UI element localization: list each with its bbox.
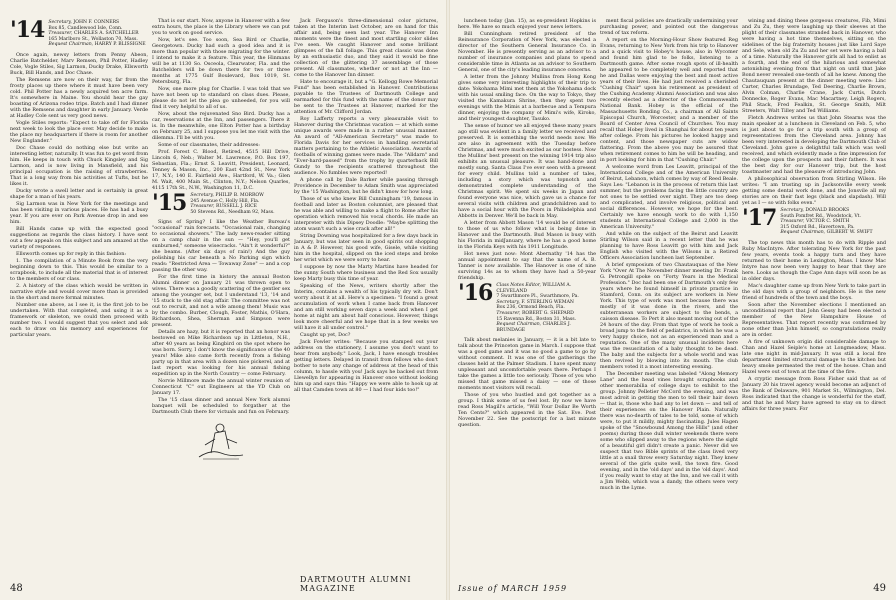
paragraph: Bill Cunningham retired president of the Reinsurance Corporation of New York, was elected a director of the Southern General Insurance Co. in November. He is presently serving as an advisor to a number of insurance companies and plans to spend considerable time in Atlanta as an advisor to Southern General, one of the city's leading insurance concerns. bbox=[458, 31, 596, 73]
paragraph: A cryptic message from Ross Fisher said that as of January 20 his travel agency would become an adjunct of the Bank of Delaware, 901 Market St., Wilmington, Del. Ross indicated that the change is wonderful for the staff, and that he and Mary have agreed to stay on to direct affairs for three years. For bbox=[742, 375, 886, 412]
paragraph: Ducky wrote a swell letter and is certainly in great shape for a man of his years. bbox=[10, 187, 148, 200]
bequest-chairman: HARRY P. BLISSIGNE bbox=[94, 42, 146, 48]
paragraph: Hate to encourage it, but a "G. Kellogg Rowe Memorial Fund" has been established in Hanover. Contributions payable to the Trustees of Dartmouth College and earmarked for this fund with the name of the donor may be sent to the Trustees at Hanover, marked for the attention of Mr. Clifford Jordan. bbox=[294, 79, 438, 115]
treasurer-address: 15 Ravenna Rd., Boston 31, Mass. bbox=[496, 316, 577, 322]
paragraph: A fire of unknown origin did considerable damage to Chan and Hazel Seiple's home at Longmeadow, Mass. late one night in mid-January. It was still a local fire department limited structural damage to the kitchen but heavy smoke permeated the rest of the house. Chan and Hazel were out of town at the time of the fire. bbox=[742, 338, 886, 375]
treasurer-name: ROBERT G. SHEPARD bbox=[521, 310, 574, 316]
paragraph: 1. The compilation of a Minute Book from the very beginning down to this. This would be similar to a scrapbook, to include all the material that is of interest to the members of our class. bbox=[10, 257, 148, 282]
paragraph: ment fiscal policies are drastically undermining your purchasing power, and pointed out the dangerous trend of tax reform. bbox=[600, 18, 738, 36]
right-column-3 bbox=[742, 18, 886, 578]
paragraph: Norvie Millmore made the annual winter reunion of Connecticut "C" out Engineers at the YD Club on January 17. bbox=[152, 378, 290, 397]
treasurer-address: 50 Stevens Rd., Needham 92, Mass. bbox=[190, 209, 275, 215]
cartoon-sketch-illustration bbox=[191, 419, 251, 465]
class-heading-16 bbox=[458, 280, 596, 333]
secretary-address: Box 85, Candlewood Isle, Conn. bbox=[48, 25, 123, 31]
paragraph: Doc Chase could do nothing else but write an interesting letter, naturally. It was fun to get word from him. He keeps in touch with Chuck Kingsley and Sig Larmon, and is now living in Mansfield, and his principal occupation is the raising of strawberries. That is a long way from his activities at Tufts, but he likes it. bbox=[10, 144, 148, 187]
paragraph: Bill Hands came up with the expected good suggestions as regards the class history. I have sent out a few appeals on this subject and am amazed at the variety of responses. bbox=[10, 225, 148, 250]
paragraph: Jack Ferguson's three-dimensional color pictures, taken at the Interim last October, are on hand for this affair and, being seen last year. The Hanover Inn moments were the finest and most startling color slides I've seen. We caught Hanover and some brilliant glimpses of the fall foliage. This great classic was done by an enthusiastic duo, and they said it would be fine collection of the glittering 37 assemblage of those present. All classmates, whether or not at the Inn — come to the Hanover Inn dinner. bbox=[294, 18, 438, 78]
paragraph: String Downing was hospitalized for a few days back in January, but was later seen in good spirits out shopping in A & P. However, his good wife, Gisele, while visiting him in the hospital, slipped on the iced steps and broke her wrist which we were sorry to hear. bbox=[294, 233, 438, 263]
secretary-name: JOHN F. CONNERS bbox=[73, 20, 120, 25]
paragraph: Prof. Forest C. Blood, Retired, 4515 Hill Drive, Lincoln 6, Neb.; Walter M. Lawrence, P.O. Box 197, Sebastian, Fla.; Ernst S. Leavitt, President, Leonard, Tenney & Mason, Inc., 200 East 42nd St., New York 17, N.Y.; 140 E. Fairfield Ave., Hartford, W. Va.; Glen M. Wait, 400 Main St., Clinton, N.Y.; Nelson Quarles, 4115 17th St., N.W., Washington 11, D.C. bbox=[152, 149, 290, 191]
paragraph: The '15 class dinner and annual New York alumni banquet will be scheduled to forgather at the Dartmouth Club there for victuals and fun on February. bbox=[152, 397, 290, 416]
paragraph: The December meeting was labeled "Along Memory Lane" and the head vines brought scrapbooks and other memorabilia of college days to exhibit to the group. Johnny Pelletier McCord the evening, and was most adroit in getting the men to tell their hair down — that is, those who had any to let down — and tell of their experiences on the Hanover Plain. Naturally there was no-dearth of tales to be told, some of which were, to put it mildly, mighty fascinating. Jules Hagen spoke of the "Snowbound Among the Hills" (and other poems) during those dull winter weekends there were some who slipped away to the regions where the sight of a beautiful girl didn't create a panic. Never did we suspect that two Bible sprints of the class lived very little at a snail throw every Saturday night. They knew several of the girls quite well, the town fire. Good evening, and in the 'old days' and in the 'old days'. And if you really want to stay at the Inn, and we call it with a Jim Webb, which was a dandy, the others were very much in the Lyme. bbox=[600, 371, 738, 491]
paragraph: The sense of humor we all enjoyed these many years ago still was evident in a family letter we received and preserved. It is something the world needs now. We are also in agreement with the Tuesday before Christmas, and were much excited as our hostess. Now the Mullins' best present on the winning 1914 trip also exhibits an unusual pleasure. It was hand-done and mostly sung. Santa Claus I've ever seen with a present for every child. Mullins told a number of tales, including a story which was topnotch and demonstrated complete understanding of the Christmas spirit. We spent six weeks in Japan and found everyone was nice, which gave us a chance for several visits with children and grandchildren and to have a social hour with the Poors in Philadelphia and Abbotts in Denver. We'll be back in May. bbox=[458, 123, 596, 219]
secretary-address: 245 Avenue C, Holly Hill, Fla. bbox=[190, 198, 260, 204]
secretary-name: WILLIAM A. CLEVELAND bbox=[496, 283, 572, 294]
paragraph: A brief symposium of two Chautauquas of the New York "Over At The November dinner meeting Dr. Frank G. Petrongill spoke on "Forty Years in the Medical Profession." Doc had been one of Dartmouth's only few years where he found himself in private practice in Stamford, Conn. on its subject are workers in New York. This type of work was most because there was mostly of it was done in the rivers, and the subterranean workers are subject to the bends, a caisson disease. To Pert it also meant moving out of the 24 hours of the day. From that type of work he took a broad jump to the field of pediatrics, in which he was a very happy choice, not as an experienced man and a reputation. One of the many unusual incidents here was the resuscitation of a baby thought to be dead. The baby and the subjects for a whole world and was then revived by blowing into its mouth. The club members voted it a most interesting evening. bbox=[600, 262, 738, 370]
paragraph: Speaking of the News, writers shortly after the Interim, contains a wealth of his typically dry wit. Don't worry about it at all. Here's a specimen: "I found a great accumulation of work when I came back from Hanover and am still working seven days a week and when I get home at night am about half conscious. However, things look more cheerful and we hope that in a few weeks we will have it all under control." bbox=[294, 283, 438, 331]
paragraph: Ellsworth comes up for reply in this fashion: bbox=[16, 250, 127, 257]
secretary-name: DONALD BROOKS bbox=[805, 208, 850, 213]
article-body bbox=[10, 52, 148, 338]
paragraph: Those of you who hustled and got together as a group. I think some of us feel lost. By now we have read Ross Magill's article, "Will Your Dollar Be Worth Ten Cents?" which appeared in the Sat. Eve. Post November 22. See the postscript for a last minute question. bbox=[458, 392, 596, 429]
paragraph: Those of us who knew Bill Cunningham '19, famous in football and later as Boston columnist, are pleased that he was able and willing to make a flight to Rome after his operation which removed his vocal chords. He made an interpreter with this Dipsey Doodle: "Maybe splitting the atom wasn't such a wise crack after all!" bbox=[294, 196, 438, 232]
class-officers: Class Notes Editor, WILLIAM A. CLEVELAND 7 Swarthmore Pl., Swarthmore, Pa. Secretary, F. STERLING WEMAN Box 236, Ormond Beach, Fla. Treasurer, ROBERT G. SHEPARD 15 Ravenna Rd., Boston 31, Mass. Bequest Chairman, CHARLES J. BRUNDAGE bbox=[496, 283, 596, 333]
left-column-3 bbox=[294, 18, 438, 578]
paragraph: wining and dining these gorgeous creatures, Fib, Mimi and Zu Zu, they were laughing up their sleeves at the plight of their classmates stranded back in Hanover, who were having a hot time themselves, sitting on the sidelines of the big fraternity houses just like Lord Saye and Sele, when old Zu Zu and her set were having a ball of a time. Naturally the Hanover girls all had to enlist as a fourth, and the end of the hilarious and somewhat astonishing evening from that night on until that Jake Bond never revealed one-tenth of all he knew. Among the Chautauquan present at the dinner meeting were: Linc Carter, Charles Brundage, Ted Deering, Charlie Brown, Alvin Colman, Charlie Crane, Jack Curtis, Dutch Donnecke, Roger Evans, Mac Macartney, Leigh Rogers, Phil Stack, Fred Fealkin, St. George Smith, Milt Streeters, Walt Tilley and Ted Williams. bbox=[742, 18, 886, 114]
class-officers: Secretary, JOHN F. CONNERS Box 85, Candlewood Isle, Conn. Treasurer, CHARLES A. SATCHELLER 165 Marlboro St., Wollaston 70, Mass. Bequest Chairman, HARRY P. BLISSIGNE bbox=[48, 20, 146, 48]
paragraph: A letter from Abbott Mason '14 would be of interest to those of us who follow what is being done in Hanover and the Dartmouth. Bud Mason is busy with his Florida in midJanuary, where he has a good home in the Florida Keys with his 1911 Longitude. bbox=[458, 220, 596, 250]
paragraph: Fletch Andrews writes us that John Stearns was the main speaker at a luncheon in Cleveland on Feb. 5, who is just about to go for a trip south with a group of representatives from the Cleveland area. Johnny has been very interested in developing the Dartmouth Club of Cleveland. John gave a delightful talk which was well received, and which evidently made a fine impression for the college upon the prospects and their fathers. It was the best day for our Hanover trip, but the host toastmaster and had the pleasure of introducing John. bbox=[742, 115, 886, 175]
paragraph: And while on the subject of the Beirut and Leavitt Stirling Wilson said in a recent letter that he was planning to have Ross Leavitt go with him and Jack English who visited with the Wilsons in a Retired Officers Association luncheon last September. bbox=[600, 231, 738, 261]
paragraph: A report on the Morning-Hour Show featured Reg Evans, returning to New York from his trip to Hanover and a quick visit to Hobey's house, also in Wycomer and found him glad to be folks, listening to a Dartmouth game. After some rough spots of ill-health he appeared to be completely well and reported that he and Dallas were enjoying the best and most active years of their lives. He had just received a cherished "Cushing Chair" upon his retirement as president of the Cushing Academy Alumni Association and was also recently elected as a director of the Commonwealth National Bank. Hobey is the official of the Massachusetts Bonding Co., a chairman of All Saints Episcopal Church, Worcester, and a member of the Board of Center Area Council of Churches. You may recall that Hobey lived in Shanghai for about ten years after college. From his pictures he looked happy and content, and those newspaper cuts are widow flattering. From the above you may be assured that when retirement comes to him he will be heading, and in port looking for him in that "Cushing Chair." bbox=[600, 37, 738, 163]
class-officers: Secretary, DONALD BROOKS South Pomfret Rd., Woodstock, Vt. Treasurer, VICTOR C. SMITH 315 Oxford Rd., Havertown, Pa. Bequest Chairman, GILBERT W. SWIFT bbox=[780, 208, 873, 236]
paragraph: Hot news just now: Mont Abernathy '14 has the annual appointment to say that the name of A. B. Tanner is now available. The Hanover is one of nine surviving 14s as to whom they have had a 50-year friendship. bbox=[458, 251, 596, 281]
running-head-right: Issue of MARCH 1959 bbox=[458, 584, 568, 593]
treasurer-address: 165 Marlboro St., Wollaston 70, Mass. bbox=[48, 36, 138, 42]
paragraph: Talk about melanies in January, — it is a bit late to talk about the Princeton game in March. I suppose that was a good game and it was no good a game to go by without comment. It was one of the gatherings the classes held at the Palmer Stadium. I have spent many unpleasant and uncomfortable years there. Perhaps I take the games a little too seriously. Those of you who missed that game missed a daisy — one of those moments most visitors will recall. bbox=[458, 337, 596, 392]
paragraph: A phone call by Dale Barker while passing through Providence in December to Adam Smith was appreciated by the '15 Washington, but he didn't know for how long. bbox=[294, 177, 438, 195]
paragraph: Now, about the rejuvenated Sno Bird. Ducky has a car, reservations at the Inn, and passengers. There it is. In the meanwhile, one Elton Potter has a birthday on February 25, and I suppose you let me visit with the dilemma. I'll be with you. bbox=[152, 111, 290, 141]
paragraph: The top news this month has to do with Ripple and Ruby MacIntyre. After tolerating New York for the past few years, events took a happy turn and they have returned to their home in Lexington, Mass. I know Mac Intyre has now been very happy to hear that they are here. Looks as though the Cape Ann days will soon be as in older days. bbox=[742, 239, 886, 282]
paragraph: That is our start. Now, anyone in Hanover with a few extra hours, the place is the Library where we can put you to work on good service. bbox=[152, 18, 290, 36]
secretary-address: South Pomfret Rd., Woodstock, Vt. bbox=[780, 213, 861, 219]
paragraph: Vogle Stiles reports: "Expect to take off for Florida next week to look the place over. May decide to make the place my headquarters if there is room for another New Englander." bbox=[10, 119, 148, 144]
paragraph: The Remsens are now on their way, far from the frosty places up there where it must have been very cold. Phil Potter has a newly acquired ten acre farm. It's somewhere in Maine. You should hear the gay boasting of Arizona rodeo trips. Batch and I had dinner with the Remsens and daughter in early January. Verde at Hadley Cole sent us very good news. bbox=[10, 76, 148, 119]
right-page bbox=[448, 0, 896, 600]
class-year: '15 bbox=[152, 190, 187, 216]
bequest-chairman: GILBERT W. SWIFT bbox=[826, 230, 873, 236]
paragraph: luncheon today (Jan. 15), as ex-president Hopkins is here. We have so much enjoyed your news letters. bbox=[458, 18, 596, 30]
left-column-1 bbox=[10, 18, 148, 578]
class-year: '14 bbox=[10, 18, 45, 43]
paragraph: For the first time in history the annual Boston Alumni dinner on January 21 was thrown open to wives. There was a goodly scattering of the gentler sex among the younger set, but I understand '13, '14 and '15 stuck to the old stag affair. The committee was not out to recruit, and not a wife among them! Music was by the combo. Burber, Clough, Foster, Mathis, O'Hara, Richardson, Shea, Sherman and Simpson were present. bbox=[152, 274, 290, 329]
paragraph: A welcome word from Les Leavitt, principal of the International College and of the American University of Beirut, Lebanon, which comes by way of Reed Beale. Says Les: "Lebanon is in the process of return this last summer, but the problems facing the little country are not ones to be settled over night. They are too deep and complicated, and involve religious, political and social differences. However, we hope for the best. Certainly we have enough work to do with 1,150 students at International College and 2,000 in the American University." bbox=[600, 164, 738, 230]
paragraph: Caught up yet, Doc? bbox=[300, 332, 351, 338]
secretary-name: PHILIP B. MORROW bbox=[215, 193, 264, 198]
paragraph: Roy Lafferty reports a very pleasurable visit to Hanover during the Christmas vacation — at which some unique awards were made in a rather unusual manner. An award of "All-American Secretary" was made to Florida Davis for her services in handling secretarial matters pertaining to the Athletic Association. Awards of footballs of winning games were made. The "Alldarn" and "Ever-hard-passed" from the trophy by quarterback Bill Gundy to the recipients scattered throughout the audience. No fumbles were reported! bbox=[294, 116, 438, 176]
treasurer-name: CHARLES A. SATCHELLER bbox=[73, 31, 139, 37]
secretary-address: 7 Swarthmore Pl., Swarthmore, Pa. bbox=[496, 294, 579, 300]
secretary-address: Box 236, Ormond Beach, Fla. bbox=[496, 305, 565, 311]
paragraph: Once again, newsy letters from Penny Abeon, Charlie Batchelder, Marv Remsen, Phil Potter, Hadley Cole, Vogle Stiles, Sig Larmon, Ducky Drake, Ellsworth Buck, Bill Hands, and Doc Chase. bbox=[10, 51, 148, 76]
paragraph: I suppose by now the Marty Martins have headed for the sunny South where business and the Red Sox usually keep Marty busy this time of year. bbox=[294, 264, 438, 282]
right-column-1 bbox=[458, 18, 596, 578]
class-year: '16 bbox=[458, 280, 493, 306]
class-heading-14 bbox=[10, 20, 148, 48]
paragraph: Now, let's see. Too soon, Sea Bird or Charlie, Georgetown. Ducky had such a good idea and it is more than popular with those migrating for the winter. I intend to make it a feature. This year, the Hinmans will be at 1130 So. Osceola, Clearwater, Fla. and the Batchelders will be down there for two or three months at 1775 Gulf Boulevard, Box 1019, St. Petersburg, Fla. bbox=[152, 37, 290, 85]
page-number-right: 49 bbox=[873, 583, 886, 594]
paragraph: Some of our classmates, their addresses: bbox=[158, 142, 260, 148]
paragraph: A letter from the Johnny Mullins from Hong Kong gives some very interesting highlights of their trip to date: Yokohama Mimi met them at the Yokohama dock with his usual smiling face. On the way to Tokyo, they visited the Kamakura Shrine, then they spent two evenings with the Mimis at a barbecue and a Tempura dinner, enjoying the company of Mimi's wife, Kiroko, and their youngest daughter, Tasuko. bbox=[458, 74, 596, 122]
class-heading-15 bbox=[152, 190, 290, 216]
paragraph: Details are hazy, but it is reported that an honor was bestowed on Mike Richardson up in Littleton, N.H., after 40 years as being Kingbird on the spot where he was born. Sorry, I don't know the significance of the 40 years! Mike also came forth recently from a fishing party up in that area with a dozen nice pickerel, and at last report was looking for his annual fishing expedition up in the North Country — come February. bbox=[152, 329, 290, 378]
page-number-left: 48 bbox=[10, 583, 23, 594]
treasurer-name: VICTOR C. SMITH bbox=[805, 219, 850, 225]
paragraph: Soon after the November elections I mentioned an unconditional report that John Gessy had been elected a member of the New Hampshire House of Representatives. That report recently was confirmed by none other than John himself, so congratulations really are in order. bbox=[742, 301, 886, 338]
paragraph: A philosophical observation from Stirling Wilson. He writes: "I am trusting up in Jacksonville every week getting some dental work done, and the Jonsvile all my stories are on their fast legs (black and slapdash). Will yet as I — so with folks even." bbox=[742, 176, 886, 206]
paragraph: Jack Fowler writes: "Because you stamped out your address on the stationery, I assume you don't want to hear from anybody." Look, Jack, I have enough troubles getting letters. Delayed in transit from fellows who don't bother to note any change of address at the head of this column, to hassle with you! Jack says he backed out from Llewellyn for appearing in Hanover once without looking him up and says this: "Happy we were able to hook up at all that Camden town at 80 — I had four kids too!" bbox=[294, 339, 438, 393]
right-column-2 bbox=[600, 18, 738, 578]
paragraph: Sig Larmon was in New York for the meetings and has been visiting in various places. He has had a busy year. If you are ever on Park Avenue drop in and see him. bbox=[10, 200, 148, 225]
class-year: '17 bbox=[742, 205, 777, 231]
paragraph: Mac's daughter came up from New York to take part in the old days with a group of neighbors. He is the new friend of hundreds of the town and the boys. bbox=[742, 282, 886, 301]
running-head-left: DARTMOUTH ALUMNI MAGAZINE bbox=[300, 575, 412, 593]
paragraph: Signs of Spring? I like the Weather Bureau's "occasional" rain forecasts. "Occasional rain, changing to occasional showers." The lady news-reader sitting on a camp chair in the sun — "Hey, you'll get sunburned," someone wisecracks. "Ain't it wonderful?" she beams. (After six days of rain!) And the guy polishing his car beneath a No Parking sign which reads: "Restricted Area — Towaway Zone" — and a cop passing the other way. bbox=[152, 219, 290, 274]
class-heading-17 bbox=[742, 205, 886, 236]
treasurer-name: RUSSELL J. RICE bbox=[215, 204, 257, 210]
paragraph: Now, one more plug for Charlie. I was told that we have not been up to standard on class dues. Please, please do not let the plea go unheeded, for you will find it very helpful to all of us. bbox=[152, 86, 290, 110]
treasurer-address: 315 Oxford Rd., Havertown, Pa. bbox=[780, 224, 855, 230]
paragraph: 2. A history of the class which would be written in narrative style and would cover more than is provided in the short and more formal minutes. bbox=[10, 282, 148, 301]
class-officers: Secretary, PHILIP B. MORROW 245 Avenue C, Holly Hill, Fla. Treasurer, RUSSELL J. RICE 50 Stevens Rd., Needham 92, Mass. bbox=[190, 193, 275, 215]
secretary-name: F. STERLING WEMAN bbox=[521, 299, 574, 305]
bequest-chairman: CHARLES J. BRUNDAGE bbox=[496, 322, 571, 333]
left-column-2 bbox=[152, 18, 290, 578]
paragraph: Number one above, as I see it, is the first job to be undertaken. With that completed, and using it as a framework or skeleton, we could then proceed with number two. I would suggest that you select and ask each to draw on his memory and experiences for particular years. bbox=[10, 301, 148, 338]
